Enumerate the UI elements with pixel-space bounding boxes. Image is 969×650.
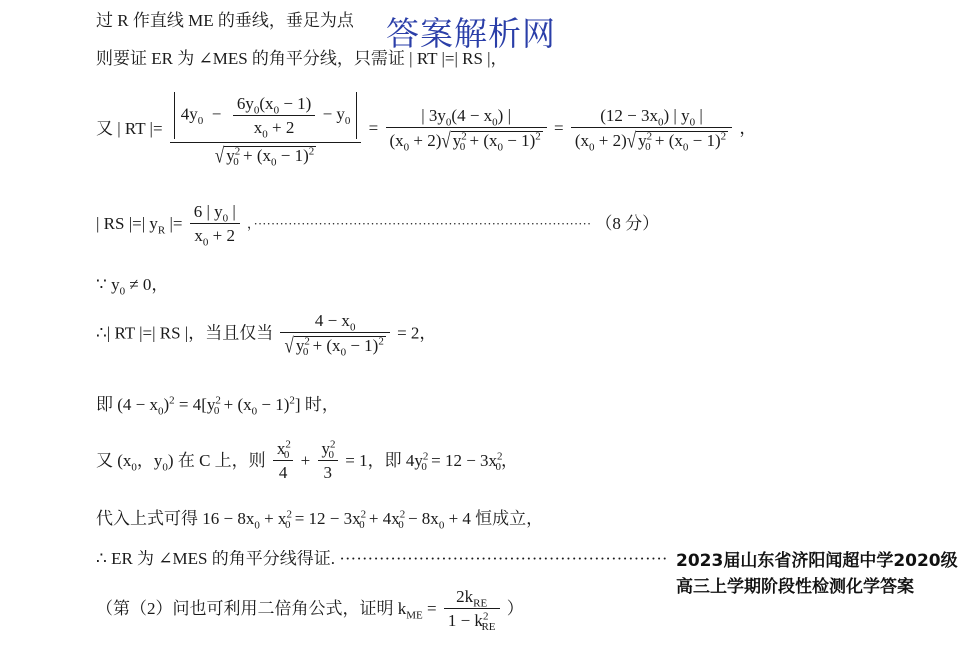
t: 2k	[456, 587, 474, 606]
line-8-equation	[96, 440, 518, 481]
t: ，	[501, 451, 519, 470]
sub: 0	[349, 321, 356, 334]
sub: 0	[131, 461, 137, 474]
t: )	[163, 395, 170, 414]
line-9	[96, 508, 544, 532]
t: − y	[322, 104, 345, 124]
line-1	[96, 12, 354, 29]
rt-label: 又 | RT |=	[96, 118, 163, 138]
t: 即 (4 − x	[96, 395, 158, 414]
line-3-equation: 又 | RT |= $4y_0$ − $\frac{6y_0(x_0 - 1)}{x_0 + 2}$ − $y_0$ √ $y^2_0 + (x_0 - 1)^2$ = $\frac{| 3y_0(4 - x_0) |}{(x_0 + 2)√ y^2_0 + (x_0 - 1)^2}$ = $\frac{(12 - 3x_0) | y_0 |}{(x_0 + 2)√ y^2_0 + (x_0 - 1)^2}$ ，	[96, 94, 757, 169]
t: (12 − 3x	[600, 106, 658, 125]
t: ) | y	[663, 106, 690, 125]
t: + 2)	[409, 131, 442, 150]
sub: ME	[406, 609, 423, 622]
t: − 1)	[276, 146, 309, 165]
t: + 2)	[594, 131, 627, 150]
line-4-equation	[96, 202, 660, 249]
sub: 0	[328, 449, 335, 462]
sup: 2	[286, 508, 292, 521]
line-7	[96, 394, 339, 418]
sub: 0	[344, 114, 351, 127]
sup: 2	[535, 130, 541, 143]
t: + (x	[465, 131, 498, 150]
t: = 2，	[397, 323, 437, 343]
t: (x	[259, 94, 274, 113]
t: (x	[574, 131, 590, 150]
t: |	[228, 202, 236, 221]
t: + 2	[267, 118, 295, 137]
sup: 2	[461, 130, 467, 143]
t: x	[276, 439, 286, 458]
t: 6y	[236, 94, 254, 113]
sub: 0	[359, 519, 365, 532]
t: = 12 − 3x	[426, 451, 498, 470]
t: 6 | y	[193, 202, 223, 221]
sup: 2	[304, 335, 310, 348]
sub: 0	[233, 156, 239, 169]
sub: R	[157, 224, 166, 237]
inner-fraction	[233, 94, 315, 141]
t: ≠ 0，	[125, 275, 169, 294]
t: | 3y	[421, 106, 446, 125]
sub: 0	[284, 519, 291, 532]
t: x	[253, 118, 263, 137]
sub: 0	[302, 346, 309, 359]
sup: 2	[399, 508, 406, 521]
sub: 0	[202, 236, 209, 249]
t: ∵ y	[96, 275, 120, 294]
t: = 12 − 3x	[290, 509, 361, 528]
sub: 0	[222, 212, 229, 225]
t: ，y	[136, 451, 163, 470]
sup: 2	[169, 394, 175, 407]
line-11-equation: （第（2）问也可利用二倍角公式，证明 $k_{ME}$ = $\frac{2k_{RE}}{1 - k^2_{RE}}$ ）	[96, 587, 524, 634]
watermark: 答案解析网	[386, 14, 556, 53]
sub: 0	[273, 104, 280, 117]
t: + (x	[650, 131, 683, 150]
line-5	[96, 275, 169, 298]
sub: 0	[262, 128, 268, 141]
line-2	[96, 50, 508, 67]
sub: 0	[251, 405, 258, 418]
sup: 2	[497, 450, 503, 463]
double-angle-fraction	[444, 587, 500, 634]
t: + 2	[208, 226, 236, 245]
line-6-equation	[96, 311, 437, 359]
t: x	[194, 226, 203, 245]
t: + 4x	[364, 509, 400, 528]
sub: 0	[197, 114, 204, 127]
line-10	[96, 550, 674, 567]
t: + 4 恒成立，	[444, 509, 544, 528]
rt-fraction-3: $\frac{(12 - 3x_0) | y_0 |}{(x_0 + 2)√ y^2_0 + (x_0 - 1)^2}$	[571, 107, 732, 149]
ellipse-fraction-y	[318, 440, 339, 481]
t: = 1，即 4y	[345, 451, 423, 470]
sup: 2	[422, 450, 429, 463]
sub: 0	[398, 519, 404, 532]
sub: 0	[495, 461, 502, 474]
t: ] 时，	[294, 395, 339, 414]
sup: 2	[646, 130, 653, 143]
t: 3	[318, 460, 339, 481]
sub: 0	[158, 405, 164, 418]
sup: 2	[289, 394, 295, 407]
sub: 0	[497, 141, 504, 154]
ellipse-fraction-x	[273, 440, 294, 481]
t: + (x	[219, 395, 252, 414]
t: − 1)	[346, 336, 379, 355]
t: 1 − k	[447, 611, 483, 630]
t: y	[452, 131, 462, 150]
sub: 0	[682, 141, 689, 154]
score-label: （8 分）	[595, 214, 660, 233]
sup: 2	[215, 394, 221, 407]
term-4y: 4y	[180, 104, 198, 124]
sub: 0	[645, 141, 651, 154]
sub: 0	[658, 116, 664, 129]
sub: 0	[271, 156, 277, 169]
t: + x	[259, 509, 287, 528]
sup: 2	[720, 130, 727, 143]
t: |=	[165, 214, 183, 233]
t: − 8x	[403, 509, 439, 528]
t: y	[638, 131, 647, 150]
sub: RE	[481, 621, 496, 634]
sub: RE	[473, 597, 488, 610]
sub: 0	[403, 141, 410, 154]
t: |	[695, 106, 703, 125]
condition-fraction: $\frac{4 - x_0}{√ y^2_0 + (x_0 - 1)^2}$	[280, 312, 389, 354]
sub: 0	[340, 346, 347, 359]
line-2-text: 则要证 ER 为 ∠MES 的角平分线，只需证 | RT |=| RS |，	[96, 49, 508, 68]
sub: 0	[162, 461, 168, 474]
t: (4 − x	[451, 106, 493, 125]
t: ) 在 C 上，则	[167, 451, 266, 470]
t: + (x	[238, 146, 272, 165]
sub: 0	[492, 116, 498, 129]
t: − 1)	[503, 131, 536, 150]
rt-fraction-1: $4y_0$ − $\frac{6y_0(x_0 - 1)}{x_0 + 2}$ − $y_0$ √ $y^2_0 + (x_0 - 1)^2$	[170, 92, 362, 164]
t: 代入上式可得 16 − 8x	[96, 509, 255, 528]
t: 又 (x	[96, 451, 132, 470]
sub: 0	[445, 116, 452, 129]
rs-fraction	[190, 202, 240, 249]
t: y	[226, 146, 235, 165]
sub: 0	[459, 141, 466, 154]
t: ）	[506, 599, 524, 618]
sup: 2	[360, 508, 367, 521]
t: y	[295, 336, 305, 355]
document-caption: 2023届山东省济阳闻超中学2020级高三上学期阶段性检测化学答案	[676, 551, 958, 597]
sup: 2	[308, 145, 315, 158]
sub: 0	[589, 141, 595, 154]
sub: 0	[254, 519, 260, 532]
sub: 0	[119, 285, 126, 298]
sup: 2	[330, 438, 336, 451]
t: (x	[389, 131, 404, 150]
rt-fraction-2: $\frac{| 3y_0(4 - x_0) |}{(x_0 + 2)√ y^2_0 + (x_0 - 1)^2}$	[386, 107, 547, 149]
t: ∴ ER 为 ∠MES 的角平分线得证. ··························································	[96, 550, 668, 567]
t: （第（2）问也可利用二倍角公式，证明 k	[96, 599, 407, 618]
sub: 0	[689, 116, 696, 129]
sup: 2	[285, 438, 291, 451]
t: ) |	[497, 106, 511, 125]
dot-leader: ，··············································································	[247, 216, 592, 231]
t: ∴| RT |=| RS |，当且仅当	[96, 323, 274, 343]
t: 4	[273, 460, 294, 481]
sub: 0	[253, 104, 260, 117]
sup: 2	[482, 610, 489, 623]
t: − 1)	[257, 395, 290, 414]
t: | RS |=| y	[96, 214, 158, 233]
sup: 2	[378, 335, 384, 348]
t: y	[321, 439, 331, 458]
sub: 0	[213, 405, 220, 418]
t: 4 − x	[314, 311, 350, 330]
t: = 4[y	[174, 395, 216, 414]
t: − 1)	[279, 94, 312, 113]
sup: 2	[234, 145, 241, 158]
t: − 1)	[688, 131, 721, 150]
t: + (x	[308, 336, 341, 355]
sub: 0	[421, 461, 427, 474]
sub: 0	[438, 519, 445, 532]
t: +	[300, 451, 315, 470]
t: ，	[739, 118, 757, 138]
line-1-text: 过 R 作直线 ME 的垂线，垂足为点	[96, 11, 354, 30]
sub: 0	[283, 449, 290, 462]
